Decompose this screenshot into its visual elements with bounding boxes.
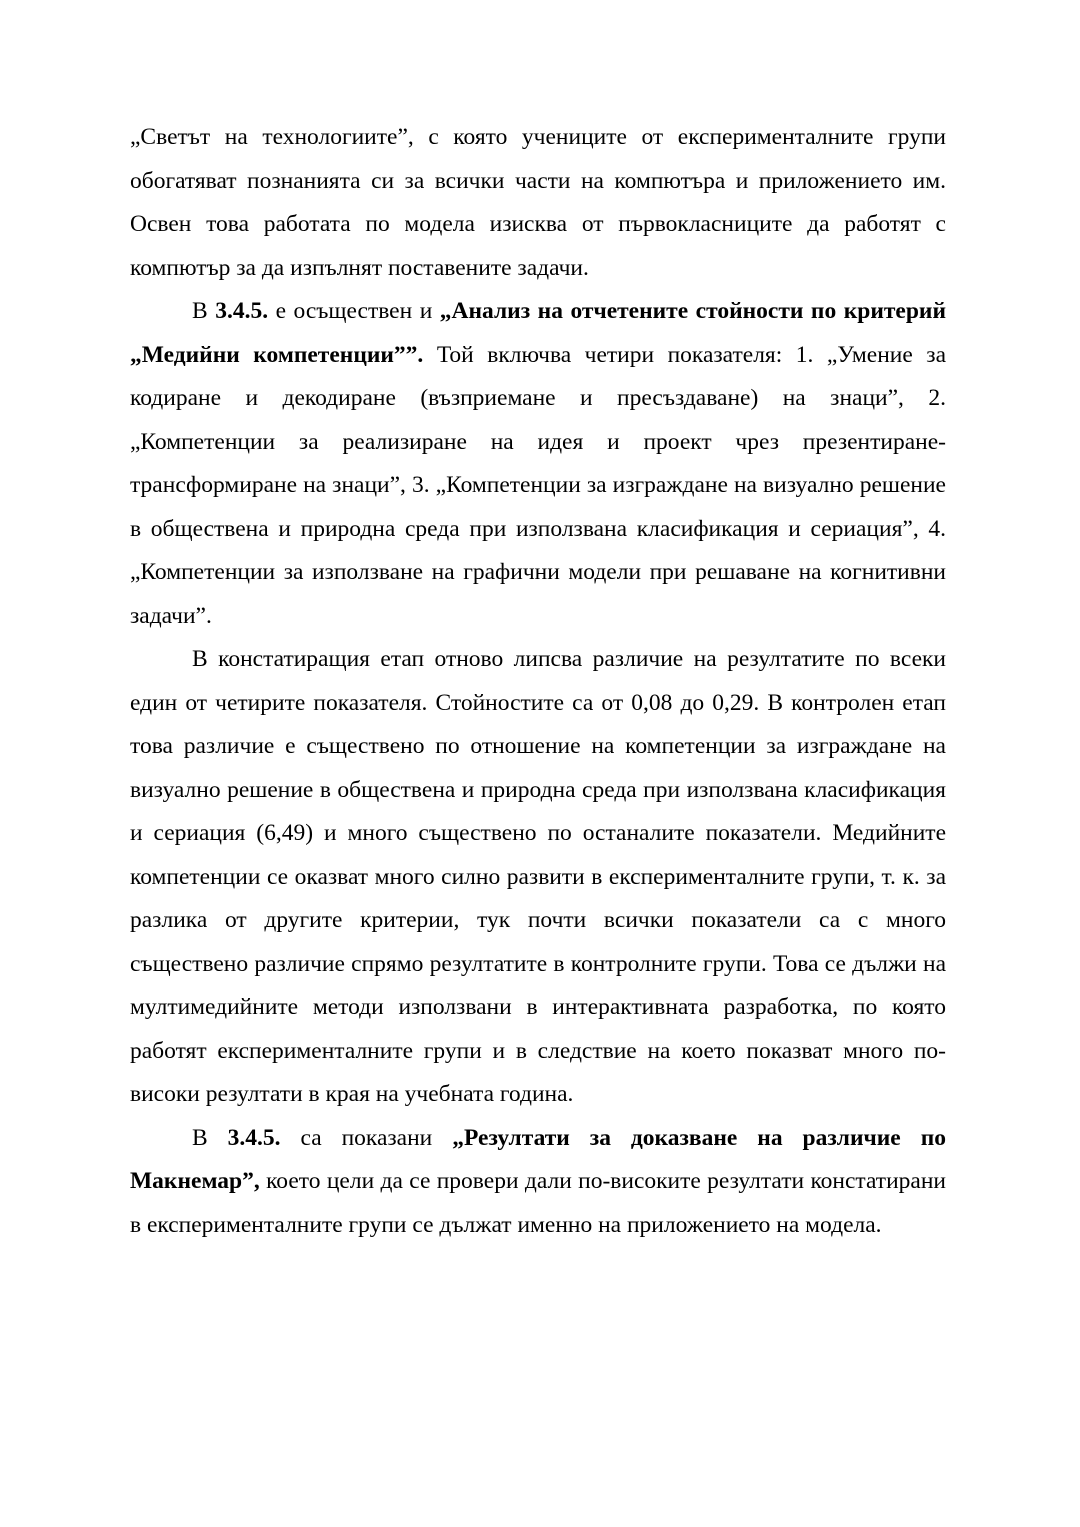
text-run: „Светът на технологиите”, с която учениците от експерименталните групи обогатяват познанията си за всички части на компютъра и приложението им. Освен това работата по модела изисква от първокласниците да работят с компютър за да изпълнят поставените задачи. <box>130 124 946 281</box>
text-run: В констатиращия етап отново липсва различие на резултатите по всеки един от четирите показателя. Стойностите са от 0,08 до 0,29. В контролен етап това различие е съществено по отношение на компетенции за изграждане на визуално решение в обществена и природна среда при използвана класификация и сериация (6,49) и много съществено по останалите показатели. Медийните компетенции се оказват много силно развити в експерименталните групи, т. к. за разлика от другите критерии, тук почти всички показатели са с много съществено различие спрямо резултатите в контролните групи. Това се дължи на мултимедийните методи използвани в интерактивната разработка, по която работят експерименталните групи и в следствие на което показват много по-високи резултати в края на учебната година. <box>130 646 946 1107</box>
results-title: „Резултати за доказване на различие по Макнемар”, <box>130 1124 946 1194</box>
text-run: Той включва четири показателя: 1. „Умение за кодиране и декодиране (възприемане и пресъздаване) на знаци”, 2. „Компетенции за реализиране на идея и проект чрез презентиране-трансформиране на знаци”, 3. „Компетенции за изграждане на визуално решение в обществена и природна среда при използвана класификация и сериация”, 4. „Компетенции за използване на графични модели при решаване на когнитивни задачи”. <box>130 341 946 629</box>
text-run: което цели да се провери дали по-високите резултати констатирани в експерименталните групи се дължат именно на приложението на модела. <box>130 1168 946 1238</box>
text-run: В <box>192 1124 228 1151</box>
section-number: 3.4.5. <box>215 298 269 324</box>
analysis-title: „Анализ на отчетените стойности по критерий „Медийни компетенции””. <box>130 298 946 368</box>
text-run: са показани <box>280 1124 453 1151</box>
text-run: В <box>192 298 216 324</box>
text-run: е осъществен и <box>268 298 440 324</box>
paragraph-1 <box>130 116 946 290</box>
section-number: 3.4.5. <box>227 1124 281 1151</box>
paragraph-3 <box>130 638 946 1117</box>
paragraph-4 <box>130 1117 946 1248</box>
paragraph-2 <box>130 290 946 638</box>
